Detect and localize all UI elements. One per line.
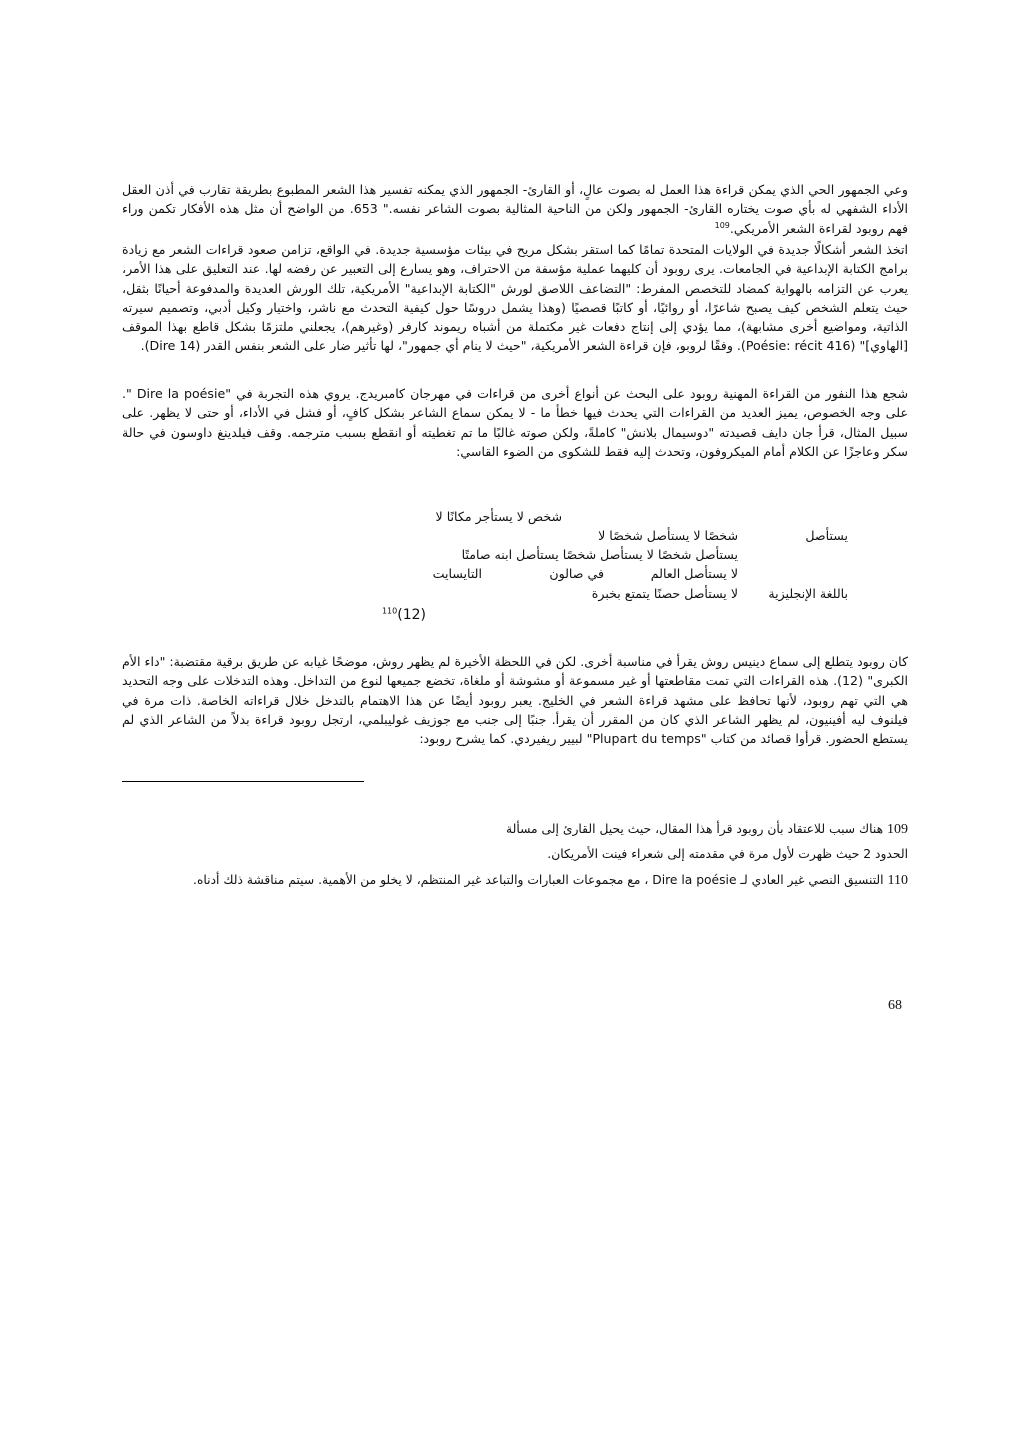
paragraph-4: كان روبود يتطلع إلى سماع دينيس روش يقرأ في مناسبة أخرى. لكن في اللحظة الأخيرة لم يظهر روش، موضحًا غيابه عن طريق برقية مقتضبة: "داء الأم الكبرى" (12). هذه القراءات التي تمت مقاطعتها أو غير مسموعة أو مشوشة أو ملغاة، تخضع جميعها لنوع من التداخل. وهذه التدخلات على وجه التحديد هي التي تهم روبود، لأنها تحافظ على مشهد قراءة الشعر في الخليج. يعبر روبود أيضًا عن هذا الاهتمام بالتدخل خلال قراءاته الخاصة. ذات مرة في فيلنوف ليه أفينيون، لم يظهر الشاعر الذي كان من المقرر أن يقرأ. جنبًا إلى جنب مع جوزيف غوليبلمي، ارتجل روبود قراءة بدلاً من الشاعر الذي لم يستطع الحضور. قرأوا قصائد من كتاب "Plupart du temps" لبيير ريفيردي. كما يشرح روبود:: [122, 654, 909, 747]
poem-line-4b: في صالون: [549, 566, 604, 581]
footnote-109: [506, 822, 908, 838]
footnote-ref-109: 109: [714, 220, 730, 230]
page-number: 68: [888, 998, 902, 1013]
poem-reference-text: (12): [397, 607, 426, 623]
footnote-separator: [122, 781, 364, 782]
poem-line-1: شخص لا يستأجر مكانًا لا: [435, 509, 562, 524]
poem-line-4c: التايسايت: [432, 566, 482, 581]
poem-line-3: يستأصل شخصًا لا يستأصل شخصًا يستأصل ابنه صامتًا: [461, 547, 738, 562]
footnote-ref-110: 110: [381, 606, 398, 616]
poem-line-5-right: باللغة الإنجليزية: [768, 586, 848, 601]
poem-line-4a: لا يستأصل العالم: [650, 566, 738, 581]
footnote-110: [193, 873, 908, 889]
footnote-text: هناك سبب للاعتقاد بأن روبود قرأ هذا المقال، حيث يحيل القارئ إلى مسألة: [506, 822, 884, 836]
footnote-text: التنسيق النصي غير العادي لـ Dire la poésie ، مع مجموعات العبارات والتباعد غير المنتظم، لا يخلو من الأهمية. سيتم مناقشة ذلك أدناه.: [193, 873, 884, 887]
paragraph-2: اتخذ الشعر أشكالًا جديدة في الولايات المتحدة تمامًا كما استقر بشكل مريح في بيئات مؤسسية جديدة. في الواقع، تزامن صعود قراءات الشعر مع زيادة برامج الكتابة الإبداعية في الجامعات. يرى روبود أن كليهما عملية مؤسفة من الاحتراف، وهو يسارع إلى التعبير عن رفضه لها. عند التعليق على هذا الأمر، يعرب عن التزامه بالهواية كمضاد للتخصص المفرط: "التضاعف اللاصق لورش "الكتابة الإبداعية" الأمريكية، تلك الورش العديدة والمدفوعة أحيانًا بثقل، حيث يتعلم الشخص كيف يصبح شاعرًا، أو روائيًا، أو كاتبًا قصصيًا (وهذا يشمل دروسًا حول كيفية التحدث مع ناشر، واختيار وكيل أدبي، وتصميم سيرته الذاتية، ومواضيع أخرى مشابهة)، مما يؤدي إلى إنتاج دفعات غير مكتملة من أشباه ريموند كارفر (وغيرهم)، يجعلني ملتزمًا بشكل قاطع بهذا الموقف [الهاوي]" (Poésie: récit 416). وفقًا لروبو، فإن قراءة الشعر الأمريكية، "حيث لا ينام أي جمهور"، لها تأثير ضار على الشعر بنفس القدر (Dire 14).: [122, 242, 908, 354]
paragraph-1-text: وعي الجمهور الحي الذي يمكن قراءة هذا العمل له بصوت عالٍ، أو القارئ- الجمهور الذي يمكنه تفسير هذا الشعر المطبوع بطريقة تقارب في أذن العقل الأداء الشفهي له بأي صوت يختاره القارئ- الجمهور ولكن من الناحية المثالية بصوت الشاعر نفسه." 653. من الواضح أن مثل هذه الأفكار تكمن وراء فهم روبود لقراءة الشعر الأمريكي.: [122, 182, 908, 236]
poem-line-5: لا يستأصل حصنًا يتمتع بخبرة: [591, 586, 738, 601]
footnote-number: 109: [887, 822, 908, 837]
poem-line-2-right: يستأصل: [805, 528, 848, 543]
poem-reference: [382, 607, 426, 623]
paragraph-1: [122, 180, 908, 238]
footnote-109-continued: الحدود 2 حيث ظهرت لأول مرة في مقدمته إلى شعراء فينت الأمريكان.: [547, 847, 908, 861]
poem-line-2: شخصًا لا يستأصل شخصًا لا: [598, 528, 738, 543]
paragraph-3: شجع هذا النفور من القراءة المهنية روبود على البحث عن أنواع أخرى من قراءات في مهرجان كامبريدج. يروي هذه التجربة في "Dire la poésie ". على وجه الخصوص، يميز العديد من القراءات التي يحدث فيها خطأ ما - لا يمكن سماع الشاعر بشكل كافٍ، أو فشل في الأداء، أو حتى لا يظهر. على سبيل المثال، قرأ جان دايف قصيدته "دوسيمال بلانش" كاملةً، ولكن صوته غالبًا ما تم تغطيته أو انقطع بسبب مترجمه. وقف فيلدينغ داوسون في حالة سكر وعاجزًا عن الكلام أمام الميكروفون، وتحدث إليه فقط للشكوى من الضوء القاسي:: [122, 386, 908, 459]
footnote-number: 110: [887, 873, 908, 888]
